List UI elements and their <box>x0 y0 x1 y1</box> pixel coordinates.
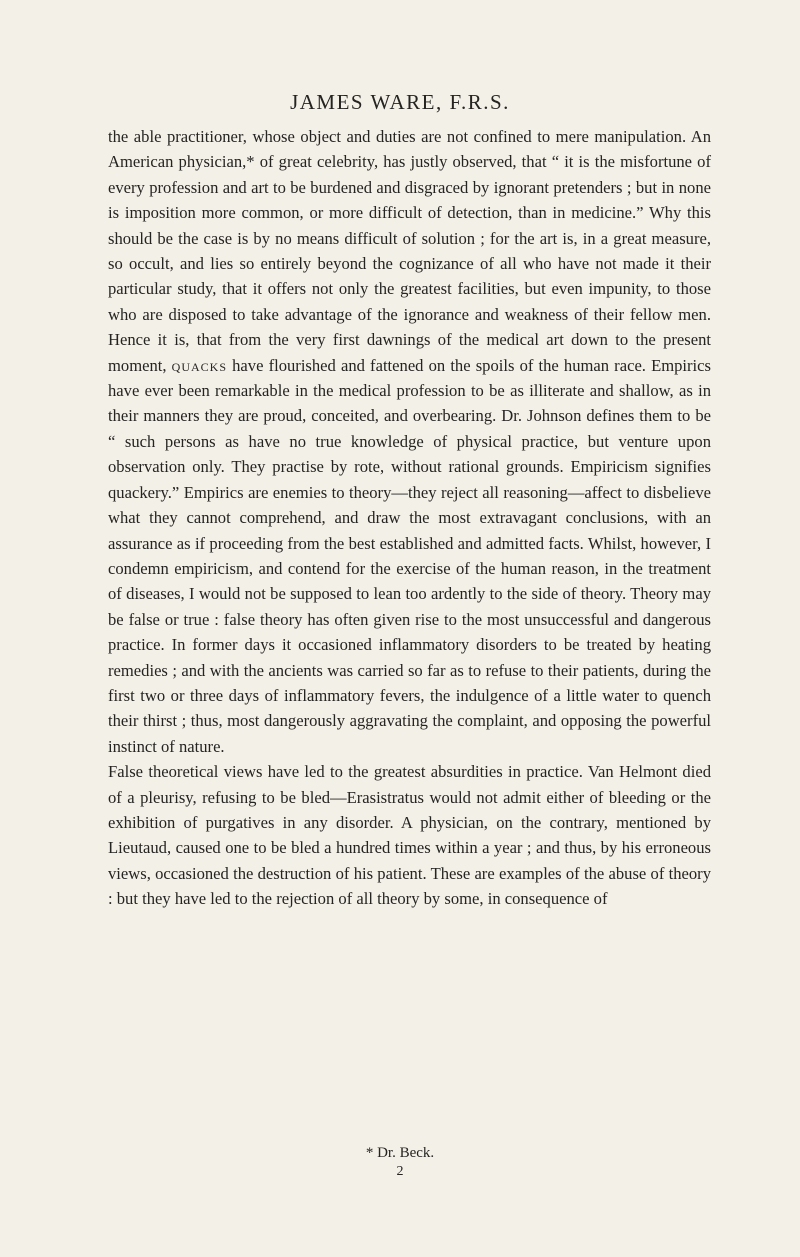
quacks-smallcaps: quacks <box>171 355 227 375</box>
paragraph-1-text-a: the able practitioner, whose object and duties are not confined to mere manipulation. An American physician,* of great celebrity, has justly observed, that “ it is the misfortune of every profession and art to be burdened and disgraced by ignorant pretenders ; but in none is imposition more common, or more difficult of detection, than in medicine.” Why this should be the case is by no means difficult of solution ; for the art is, in a great measure, so occult, and lies so entirely beyond the cognizance of all who have not made it their particular study, that it offers not only the greatest facilities, but even impunity, to those who are disposed to take advantage of the ignorance and weakness of their fellow men. Hence it is, that from the very first dawnings of the medical art down to the present moment, <box>108 127 711 375</box>
running-head: JAMES WARE, F.R.S. <box>290 90 510 114</box>
page-number: 2 <box>396 1164 404 1179</box>
paragraph-2: False theoretical views have led to the greatest absurdities in practice. Van Helmont died of a pleurisy, refusing to be bled—Erasistratus would not admit either of bleeding or the exhibition of purgatives in any disorder. A physician, on the contrary, mentioned by Lieutaud, caused one to be bled a hundred times within a year ; and thus, by his erroneous views, occasioned the destruction of his patient. These are examples of the abuse of theory : but they have led to the rejection of all theory by some, in consequence of <box>108 762 711 909</box>
footnote: * Dr. Beck. <box>365 1145 435 1161</box>
paragraph-1-text-b: have flourished and fattened on the spoils of the human race. Empirics have ever been remarkable in the medical profession to be as illiterate and shallow, as in their manners they are proud, conceited, and overbearing. Dr. Johnson defines them to be “ such persons as have no true knowledge of physical practice, but venture upon observation only. They practise by rote, without rational grounds. Empiricism signifies quackery.” Empirics are enemies to theory—they reject all reasoning—affect to disbelieve what they cannot comprehend, and draw the most extravagant conclusions, with an assurance as if proceeding from the best established and admitted facts. Whilst, however, I condemn empiricism, and contend for the exercise of the human reason, in the treatment of diseases, I would not be supposed to lean too ardently to the side of theory. Theory may be false or true : false theory has often given rise to the most unsuccessful and dangerous practice. In former days it occasioned inflammatory disorders to be treated by heating remedies ; and with the ancients was carried so far as to refuse to their patients, during the first two or three days of inflammatory fevers, the indulgence of a little water to quench their thirst ; thus, most dangerously aggravating the complaint, and opposing the powerful instinct of nature. <box>108 355 711 756</box>
body-text <box>108 124 711 912</box>
paragraph-1 <box>108 124 711 759</box>
